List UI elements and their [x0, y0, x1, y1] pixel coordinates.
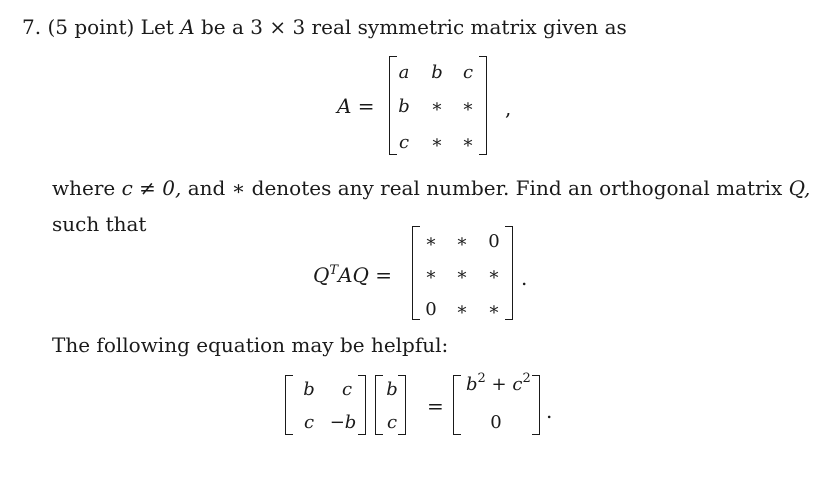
problem-heading [22, 17, 627, 37]
matrix-a-cell: ∗ [461, 96, 475, 117]
qtaq-lhs-q: Q [313, 263, 330, 287]
matrix-a-lhs: A = [337, 94, 375, 118]
eq-rhs-bottom: 0 [490, 412, 502, 433]
eq-vector-cell: c [386, 412, 398, 433]
qtaq-cell: 0 [488, 231, 500, 252]
qtaq-cell: ∗ [424, 231, 438, 252]
eq-equals: = [427, 394, 444, 418]
eq-rhs-c: c [512, 374, 523, 395]
matrix-a-cell: ∗ [430, 96, 444, 117]
eq-rhs-top [466, 371, 531, 395]
eq-trailing: . [546, 399, 553, 423]
intro-var: A [180, 15, 195, 39]
where-condition: c ≠ 0, [121, 176, 182, 200]
where-line [52, 178, 810, 198]
qtaq-cell: ∗ [424, 264, 438, 285]
eq-matrix-cell: b [303, 379, 315, 400]
problem-points: (5 point) [47, 15, 135, 39]
eq-rhs-plus: + [491, 374, 507, 395]
eq-rhs-b: b [466, 374, 478, 395]
qtaq-cell: ∗ [455, 299, 469, 320]
matrix-a-cell: b [398, 96, 410, 117]
eq-matrix-left-bracket [285, 375, 293, 435]
eq-rhs-exp2: 2 [522, 371, 531, 386]
eq-rhs-right-bracket [532, 375, 540, 435]
matrix-a-cell: ∗ [461, 132, 475, 153]
matrix-a-cell: ∗ [430, 132, 444, 153]
eq-rhs-exp1: 2 [477, 371, 486, 386]
such-that-text: such that [52, 212, 147, 236]
qtaq-lhs-rest: AQ = [338, 263, 393, 287]
intro-prefix: Let [140, 15, 174, 39]
qtaq-cell: ∗ [487, 264, 501, 285]
matrix-a-trailing: , [505, 96, 512, 120]
helpful-text: The following equation may be helpful: [52, 333, 449, 357]
eq-matrix-cell: −b [329, 412, 357, 433]
qtaq-cell: ∗ [455, 264, 469, 285]
where-word: where [52, 176, 116, 200]
eq-rhs-left-bracket [453, 375, 461, 435]
qtaq-trailing: . [521, 266, 528, 290]
matrix-a-cell: c [462, 62, 474, 83]
eq-matrix-cell: c [341, 379, 353, 400]
intro-suffix: be a 3 × 3 real symmetric matrix given as [201, 15, 627, 39]
eq-matrix-cell: c [303, 412, 315, 433]
matrix-a-cell: a [398, 62, 410, 83]
qtaq-cell: ∗ [455, 231, 469, 252]
qtaq-cell: 0 [425, 299, 437, 320]
qtaq-lhs [313, 265, 392, 285]
eq-vector-cell: b [386, 379, 398, 400]
qtaq-lhs-transpose: T [329, 263, 339, 278]
problem-number: 7. [22, 15, 42, 39]
qtaq-cell: ∗ [487, 299, 501, 320]
where-q: Q, [788, 176, 811, 200]
matrix-a-cell: c [398, 132, 410, 153]
matrix-a-cell: b [431, 62, 443, 83]
where-rest: and ∗ denotes any real number. Find an orthogonal matrix [187, 176, 783, 200]
